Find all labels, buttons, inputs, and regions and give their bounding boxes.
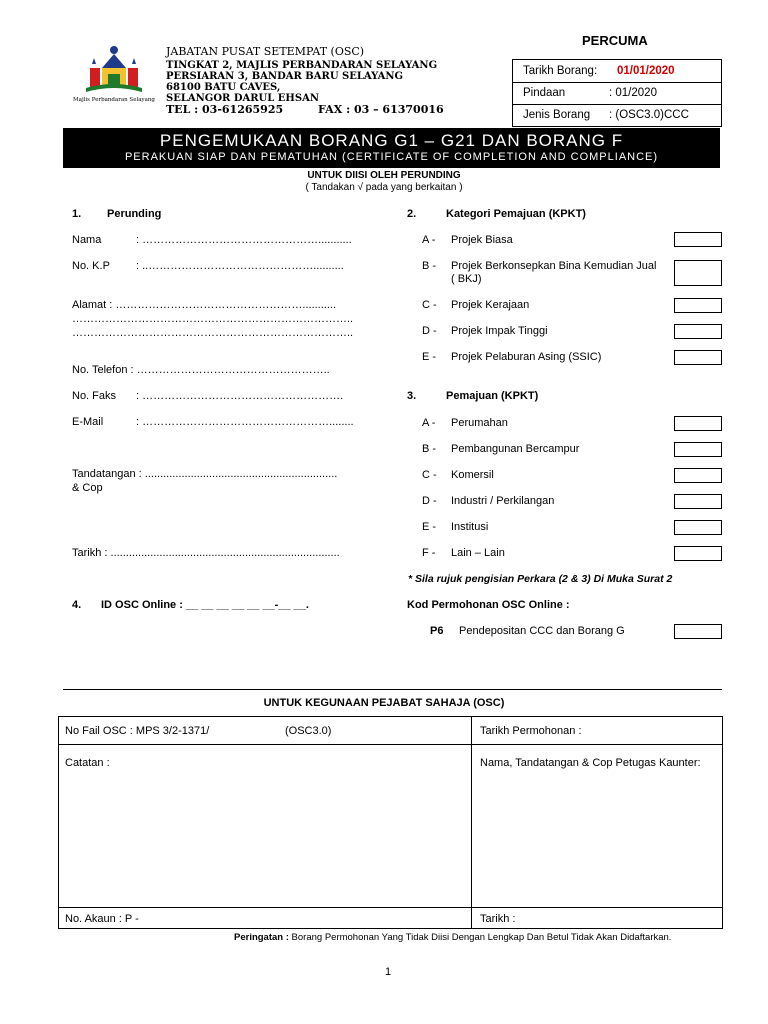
tarikh-borang-label: Tarikh Borang: — [523, 65, 598, 77]
tarikh-permohonan: Tarikh Permohonan : — [480, 725, 582, 737]
kategori-b-label: Projek Berkonsepkan Bina Kemudian Jual — [451, 260, 657, 272]
page-number: 1 — [384, 966, 392, 978]
pindaan-label: Pindaan — [523, 87, 566, 99]
kategori-d-checkbox[interactable] — [674, 324, 722, 339]
intro-heading: UNTUK DIISI OLEH PERUNDING — [307, 170, 461, 181]
office-use-table — [58, 716, 723, 929]
telefon-field[interactable]: No. Telefon : …………………………………………….. — [72, 364, 330, 376]
petugas-kaunter-label: Nama, Tandatangan & Cop Petugas Kaunter: — [480, 757, 701, 769]
kategori-e-label: Projek Pelaburan Asing (SSIC) — [451, 351, 602, 363]
kod-permohonan-title: Kod Permohonan OSC Online : — [407, 599, 570, 611]
address-line-1: TINGKAT 2, MAJLIS PERBANDARAN SELAYANG — [166, 60, 438, 71]
section2-number: 2. — [407, 208, 417, 220]
kp-label: No. K.P — [72, 260, 110, 272]
pemajuan-c-letter: C - — [422, 469, 437, 481]
section1-number: 1. — [72, 208, 82, 220]
office-table-divider — [471, 717, 472, 928]
pemajuan-d-checkbox[interactable] — [674, 494, 722, 509]
kp-field[interactable]: : ..……………………………………….......... — [136, 260, 344, 272]
peringatan-text: Borang Permohonan Yang Tidak Diisi Dengan Lengkap Dan Betul Tidak Akan Didaftarkan. — [288, 932, 672, 943]
pemajuan-f-label: Lain – Lain — [451, 547, 505, 559]
kategori-d-letter: D - — [422, 325, 437, 337]
kategori-e-checkbox[interactable] — [674, 350, 722, 365]
kod-p6-label: Pendepositan CCC dan Borang G — [459, 625, 625, 637]
intro-instruction: ( Tandakan √ pada yang berkaitan ) — [305, 182, 463, 193]
kod-p6-checkbox[interactable] — [674, 624, 722, 639]
kategori-a-letter: A - — [422, 234, 436, 246]
faks-field[interactable]: : ………………………………………………. — [136, 390, 344, 402]
section2-title: Kategori Pemajuan (KPKT) — [446, 208, 586, 220]
pemajuan-f-letter: F - — [422, 547, 436, 559]
kategori-b-checkbox[interactable] — [674, 260, 722, 286]
office-table-row-line — [59, 907, 722, 908]
nama-field[interactable]: : …………………………………………........... — [136, 234, 352, 246]
id-osc-online-field[interactable]: ID OSC Online : __ __ __ __ __ __-__ __. — [101, 599, 309, 611]
pemajuan-c-label: Komersil — [451, 469, 494, 481]
kategori-a-checkbox[interactable] — [674, 232, 722, 247]
jenis-borang-value: : (OSC3.0)CCC — [609, 109, 689, 121]
alamat-field-line3[interactable]: ………………………………………………………………….. — [72, 327, 354, 339]
email-label: E-Mail — [72, 416, 104, 428]
pemajuan-d-letter: D - — [422, 495, 437, 507]
pemajuan-b-letter: B - — [422, 443, 437, 455]
section4-number: 4. — [72, 599, 82, 611]
fax: FAX : 03 – 61370016 — [318, 103, 444, 116]
svg-text:Majlis Perbandaran Selayang: Majlis Perbandaran Selayang — [73, 97, 155, 103]
peringatan-label: Peringatan : — [234, 932, 289, 943]
kategori-b-letter: B - — [422, 260, 437, 272]
pindaan-value: : 01/2020 — [609, 87, 657, 99]
office-name: JABATAN PUSAT SETEMPAT (OSC) — [166, 45, 365, 58]
form-subtitle: PERAKUAN SIAP DAN PEMATUHAN (CERTIFICATE OF COMPLETION AND COMPLIANCE) — [124, 151, 659, 163]
kategori-a-label: Projek Biasa — [451, 234, 513, 246]
pemajuan-c-checkbox[interactable] — [674, 468, 722, 483]
no-akaun: No. Akaun : P - — [65, 913, 139, 925]
alamat-field[interactable]: Alamat : ……………………………………………........... — [72, 299, 337, 311]
form-title-banner — [63, 128, 720, 168]
pemajuan-e-label: Institusi — [451, 521, 489, 533]
section-note: * Sila rujuk pengisian Perkara (2 & 3) Di Muka Surat 2 — [408, 573, 673, 585]
kategori-c-letter: C - — [422, 299, 437, 311]
form-title: PENGEMUKAAN BORANG G1 – G21 DAN BORANG F — [159, 131, 624, 150]
pemajuan-e-letter: E - — [422, 521, 437, 533]
kategori-d-label: Projek Impak Tinggi — [451, 325, 548, 337]
pemajuan-b-checkbox[interactable] — [674, 442, 722, 457]
section3-title: Pemajuan (KPKT) — [446, 390, 539, 402]
nama-label: Nama — [72, 234, 102, 246]
divider-line — [63, 689, 722, 690]
pemajuan-b-label: Pembangunan Bercampur — [451, 443, 580, 455]
tarikh-borang-value: 01/01/2020 — [617, 65, 675, 77]
address-line-2: PERSIARAN 3, BANDAR BARU SELAYANG — [166, 71, 404, 82]
email-field[interactable]: : ……………………………………………........ — [136, 416, 354, 428]
tandatangan-field[interactable]: Tandatangan : ............................................................... — [72, 468, 338, 480]
council-logo-icon — [72, 44, 156, 110]
kategori-c-checkbox[interactable] — [674, 298, 722, 313]
jenis-borang-label: Jenis Borang — [523, 109, 591, 121]
tarikh-office: Tarikh : — [480, 913, 516, 925]
osc-version: (OSC3.0) — [285, 725, 332, 737]
faks-label: No. Faks — [72, 390, 117, 402]
pemajuan-a-label: Perumahan — [451, 417, 508, 429]
pemajuan-a-checkbox[interactable] — [674, 416, 722, 431]
kod-p6: P6 — [430, 625, 444, 637]
section1-title: Perunding — [107, 208, 162, 220]
alamat-field-line2[interactable]: ………………………………………………………………….. — [72, 313, 354, 325]
kategori-b-label-2: ( BKJ) — [451, 273, 482, 285]
peringatan-note — [234, 932, 671, 943]
tarikh-field[interactable]: Tarikh : ........................................................................... — [72, 547, 340, 559]
office-table-row-line — [59, 744, 722, 745]
office-use-title: UNTUK KEGUNAAN PEJABAT SAHAJA (OSC) — [263, 697, 505, 709]
catatan-label: Catatan : — [65, 757, 110, 769]
pemajuan-e-checkbox[interactable] — [674, 520, 722, 535]
pemajuan-d-label: Industri / Perkilangan — [451, 495, 555, 507]
percuma-label: PERCUMA — [582, 33, 648, 48]
address-line-3: 68100 BATU CAVES, — [166, 82, 281, 93]
kategori-e-letter: E - — [422, 351, 437, 363]
pemajuan-f-checkbox[interactable] — [674, 546, 722, 561]
kategori-c-label: Projek Kerajaan — [451, 299, 530, 311]
form-info-box — [512, 59, 722, 127]
telephone: TEL : 03-61265925 — [166, 103, 284, 116]
no-fail-osc: No Fail OSC : MPS 3/2-1371/ — [65, 725, 210, 737]
cop-label: & Cop — [72, 482, 103, 494]
pemajuan-a-letter: A - — [422, 417, 436, 429]
section3-number: 3. — [407, 390, 417, 402]
address-line-4: SELANGOR DARUL EHSAN — [166, 93, 319, 104]
